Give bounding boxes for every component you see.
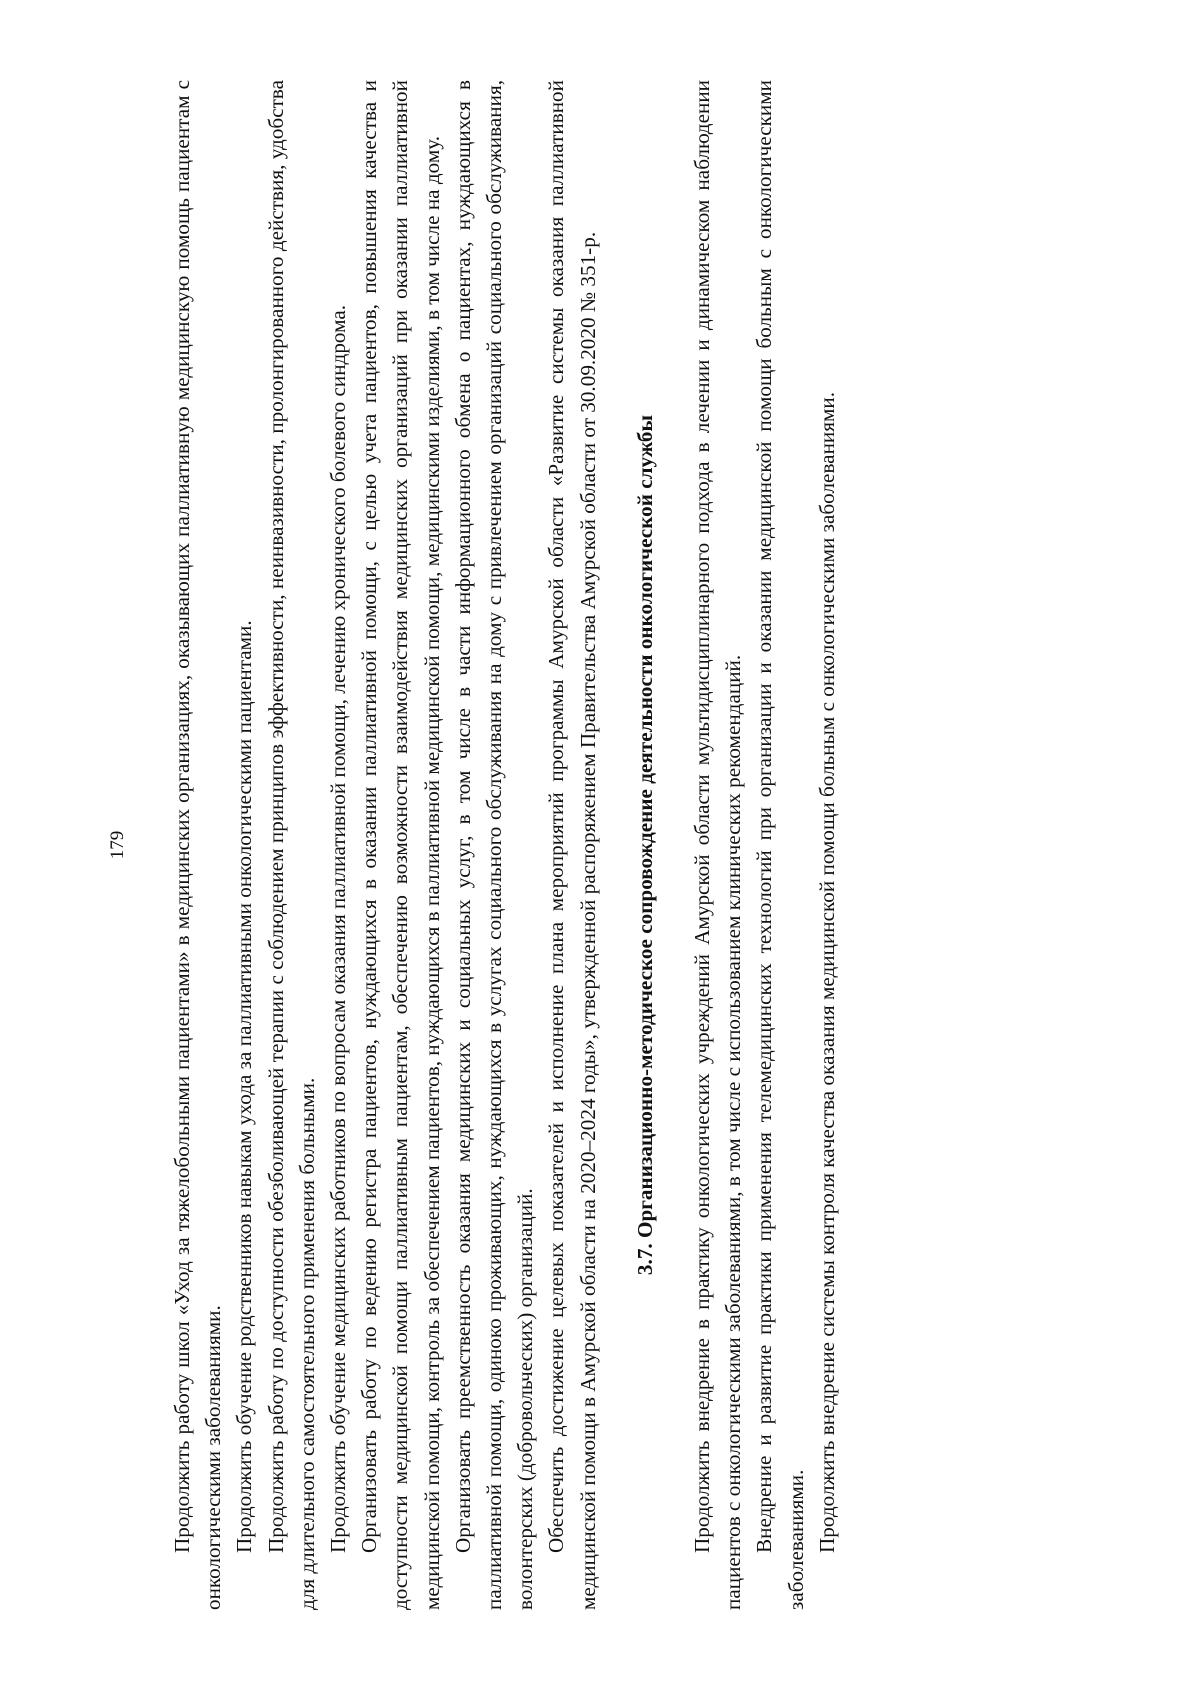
page-number: 179 xyxy=(107,830,128,860)
section-heading: 3.7. Организационно-методическое сопровождение деятельности онкологической службы xyxy=(632,414,657,1276)
paragraph: Продолжить обучение медицинских работников по вопросам оказания паллиативной помощи, лечению хронического болевого синдрома. xyxy=(326,304,351,1553)
document-body xyxy=(167,80,843,1610)
paragraph: Продолжить работу по доступности обезболивающей терапии с соблюдением принципов эффективности, неинвазивности, пролонгированного действия, удобства для длительного самостоятельного применения больными. xyxy=(263,80,319,1610)
paragraph: Организовать преемственность оказания медицинских и социальных услуг, в том числе в части информационного обмена о пациентах, нуждающихся в паллиативной помощи, одиноко проживающих, нуждающихся в услугах социального обслуживания на дому с привлечением организаций социального обслуживания, волонтерских (добровольческих) организаций. xyxy=(450,80,538,1610)
paragraph: Продолжить обучение родственников навыкам ухода за паллиативными онкологическими пациентами. xyxy=(232,620,257,1553)
paragraph: Внедрение и развитие практики применения телемедицинских технологий при организации и оказании медицинской помощи больным с онкологическими заболеваниями. xyxy=(752,80,808,1610)
paragraph: Обеспечить достижение целевых показателей и исполнение плана мероприятий программы Амурской области «Развитие системы оказания паллиативной медицинской помощи в Амурской области на 2020–2024 годы», утвержденной распоряжением Правительства Амурской области от 30.09.2020 № 351-р. xyxy=(544,80,600,1610)
paragraph: Продолжить работу школ «Уход за тяжелобольными пациентами» в медицинских организациях, оказывающих паллиативную медицинскую помощь пациентам с онкологическими заболеваниями. xyxy=(170,80,226,1610)
paragraph: Организовать работу по ведению регистра пациентов, нуждающихся в оказании паллиативной помощи, с целью учета пациентов, повышения качества и доступности медицинской помощи паллиативным пациентам, обеспечению возможности взаимодействия медицинских организаций при оказании паллиативной медицинской помощи, контроль за обеспечением пациентов, нуждающихся в паллиативной медицинской помощи, медицинскими изделиями, в том числе на дому. xyxy=(357,80,444,1610)
paragraph: Продолжить внедрение системы контроля качества оказания медицинской помощи больным с онкологическими заболеваниями. xyxy=(814,391,839,1553)
paragraph: Продолжить внедрение в практику онкологических учреждений Амурской области мультидисциплинарного подхода в лечении и динамическом наблюдении пациентов с онкологическими заболеваниями, в том числе с использованием клинических рекомендаций. xyxy=(690,80,746,1610)
rotated-document-page xyxy=(95,80,1105,1610)
